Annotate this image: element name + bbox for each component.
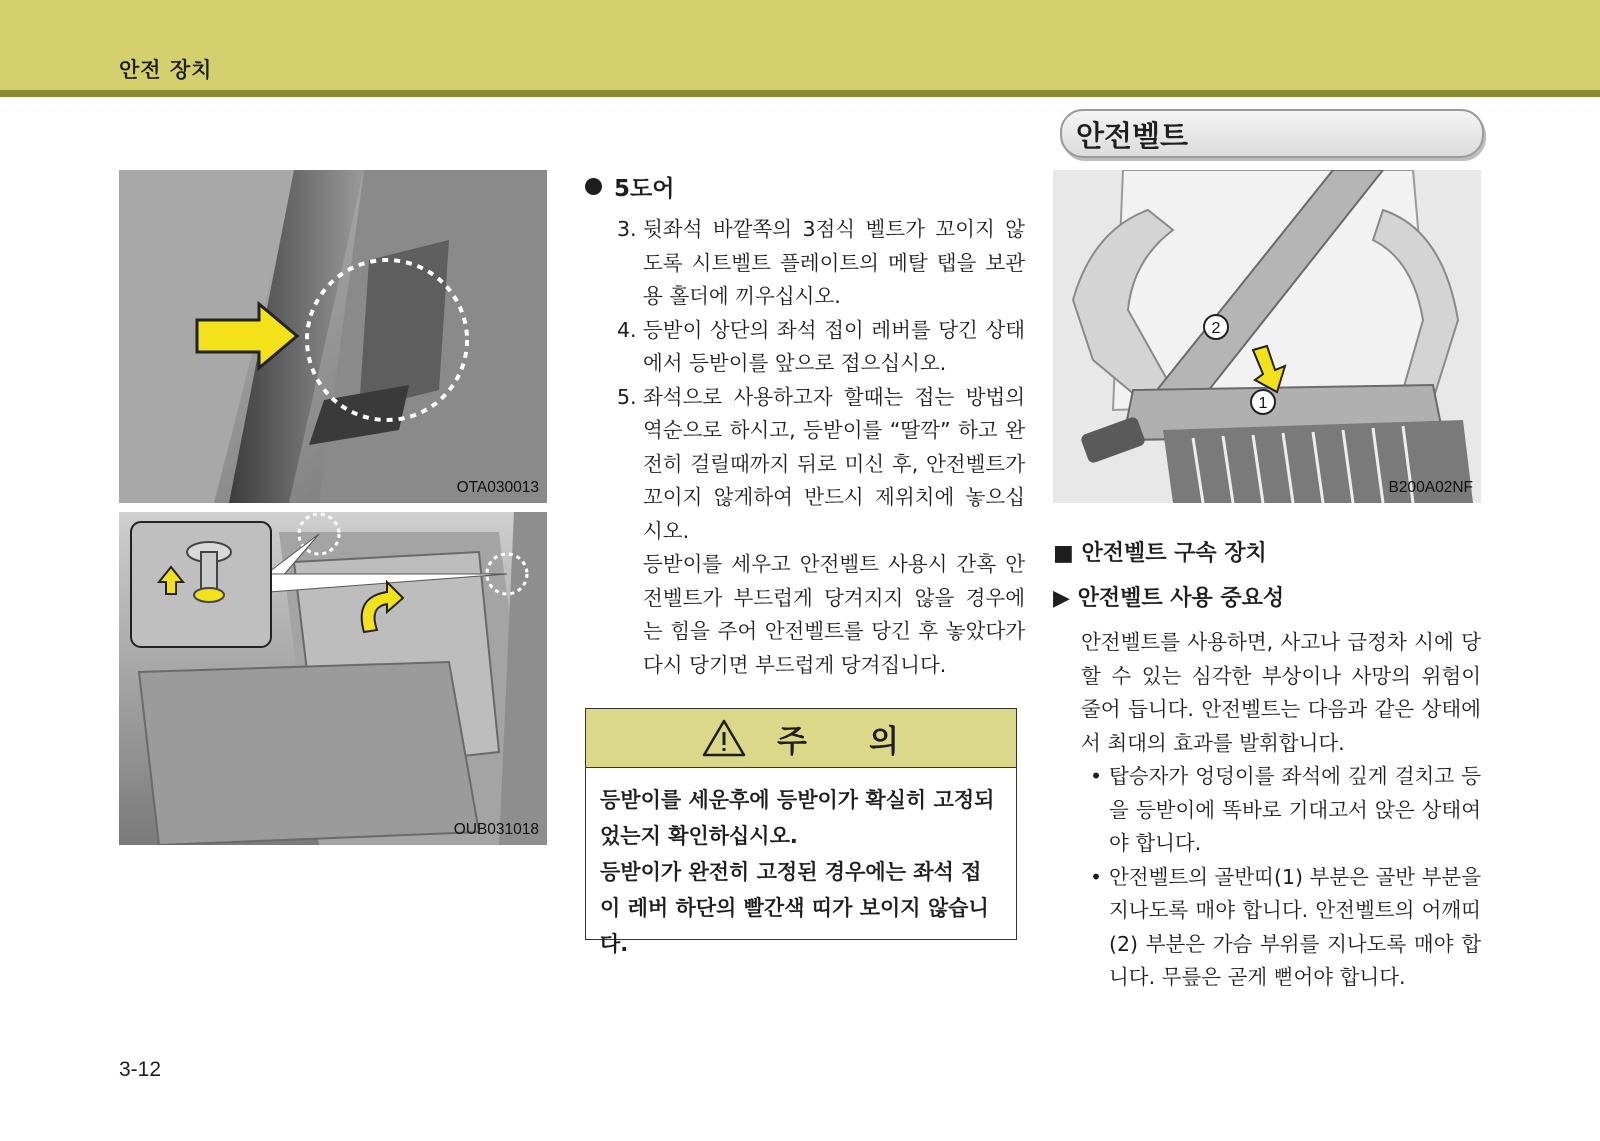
caution-box xyxy=(585,708,1017,956)
step-item xyxy=(585,213,1025,314)
caution-line: 등받이가 완전히 고정된 경우에는 좌석 접이 레버 하단의 빨간색 띠가 보이지 않습니다. xyxy=(600,860,989,956)
step-text: 좌석으로 사용하고자 할때는 접는 방법의 역순으로 하시고, 등받이를 “딸깍” 하고 완전히 걸릴때까지 뒤로 미신 후, 안전벨트가 꼬이지 않게하여 반드시 제위치에 놓으십시오. xyxy=(643,384,1025,543)
bullet-mark: • xyxy=(1090,764,1103,788)
figure-rear-seat xyxy=(119,512,547,845)
header-band xyxy=(0,0,1600,90)
figure-code: OUB031018 xyxy=(453,821,539,838)
caution-title-1: 주 xyxy=(777,723,809,760)
figure-seatbelt xyxy=(1053,170,1481,503)
seatbelt-column xyxy=(1053,536,1481,995)
section-title: 안전 장치 xyxy=(119,58,213,82)
figure-code: B200A02NF xyxy=(1388,479,1473,496)
heading-importance: ▶ 안전벨트 사용 중요성 xyxy=(1053,586,1285,611)
step-number: 4. xyxy=(617,317,637,342)
step-extra-text: 등받이를 세우고 안전벨트 사용시 간혹 안전벨트가 부드럽게 당겨지지 않을 경우에는 힘을 주어 안전벨트를 당긴 후 놓았다가 다시 당기면 부드럽게 당겨집니다. xyxy=(643,552,1025,677)
list-item: • 안전벨트의 골반띠(1) 부분은 골반 부분을 지나도록 매야 합니다. 안전벨트의 어깨띠(2) 부분은 가슴 부위를 지나도록 매야 합니다. 무릎은 곧게 뻗어야 합니다. xyxy=(1053,861,1481,995)
header-rule xyxy=(0,90,1600,97)
caution-header xyxy=(586,709,1016,768)
caution-title-2: 의 xyxy=(869,723,901,760)
seat-lever-illustration xyxy=(119,170,547,503)
seatbelt-illustration xyxy=(1053,170,1481,503)
instructions-column xyxy=(585,170,1025,682)
step-text: 뒷좌석 바깥쪽의 3점식 벨트가 꼬이지 않도록 시트벨트 플레이트의 메탈 탭을 보관용 홀더에 끼우십시오. xyxy=(643,217,1025,308)
figure-seat-lever xyxy=(119,170,547,503)
seatbelt-title-pill xyxy=(1060,109,1484,158)
callout-1: 1 xyxy=(1258,395,1268,412)
rear-seat-illustration xyxy=(119,512,547,845)
heading-restraint: ■ 안전벨트 구속 장치 xyxy=(1053,541,1267,566)
bullet-dot-icon xyxy=(585,178,602,195)
step-number: 5. xyxy=(617,384,637,409)
step-item xyxy=(585,314,1025,381)
pill-title: 안전벨트 xyxy=(1076,119,1189,153)
caution-line: 등받이를 세운후에 등받이가 확실히 고정되었는지 확인하십시오. xyxy=(600,788,995,848)
warning-triangle-icon xyxy=(701,718,747,758)
bullet-mark: • xyxy=(1090,864,1103,889)
step-item xyxy=(585,381,1025,683)
page-number: 3-12 xyxy=(119,1058,162,1081)
caution-body xyxy=(586,768,1016,962)
intro-paragraph: 안전벨트를 사용하면, 사고나 급정차 시에 당할 수 있는 심각한 부상이나 사망의 위험이 줄어 듭니다. 안전벨트는 다음과 같은 상태에서 최대의 효과를 발휘합니다. xyxy=(1081,630,1481,755)
figure-code: OTA030013 xyxy=(456,479,539,496)
step-text: 등받이 상단의 좌석 접이 레버를 당긴 상태에서 등받이를 앞으로 접으십시오. xyxy=(643,317,1025,375)
callout-2: 2 xyxy=(1211,320,1221,337)
list-item: • 탑승자가 엉덩이를 좌석에 깊게 걸치고 등을 등받이에 똑바로 기대고서 앉은 상태여야 합니다. xyxy=(1053,760,1481,861)
step-number: 3. xyxy=(617,217,637,241)
bullet-heading: 5도어 xyxy=(585,170,1025,203)
